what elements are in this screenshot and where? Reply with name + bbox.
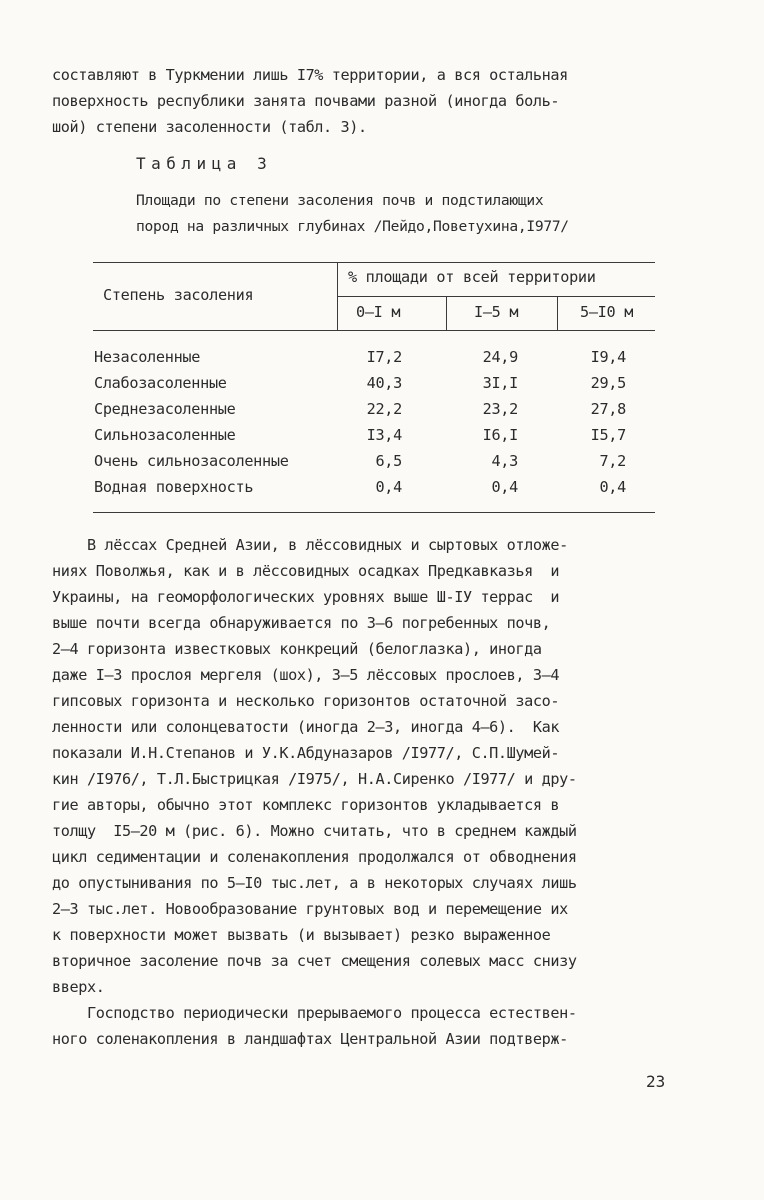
row-value: I3,4	[366, 426, 402, 444]
intro-line: составляют в Туркмении лишь I7% территории, а вся остальная	[52, 66, 568, 84]
body-line: 2–4 горизонта известковых конкреций (белоглазка), иногда	[52, 640, 542, 658]
body-line: выше почти всегда обнаруживается по 3–6 погребенных почв,	[52, 614, 551, 632]
body-line: В лёссах Средней Азии, в лёссовидных и сыртовых отложе-	[52, 536, 568, 554]
row-value: 3I,I	[482, 374, 518, 392]
row-name: Водная поверхность	[94, 478, 254, 496]
row-value: 4,3	[491, 452, 518, 470]
table-divider	[337, 262, 338, 330]
body-line: толщу I5–20 м (рис. 6). Можно считать, что в среднем каждый	[52, 822, 577, 840]
body-line: кин /I976/, Т.Л.Быстрицкая /I975/, Н.А.Сиренко /I977/ и дру-	[52, 770, 577, 788]
row-value: I5,7	[590, 426, 626, 444]
body-line: гипсовых горизонта и несколько горизонтов остаточной засо-	[52, 692, 560, 710]
body-line: вверх.	[52, 978, 105, 996]
body-line: цикл седиментации и соленакопления продолжался от обводнения	[52, 848, 577, 866]
row-value: I9,4	[590, 348, 626, 366]
table-header-degree: Степень засоления	[103, 286, 254, 304]
body-line: гие авторы, обычно этот комплекс горизонтов укладывается в	[52, 796, 560, 814]
row-value: 40,3	[366, 374, 402, 392]
body-line: даже I–3 прослоя мергеля (шох), 3–5 лёссовых прослоев, 3–4	[52, 666, 560, 684]
table-header-col: 5–I0 м	[580, 303, 634, 321]
table-top-rule	[93, 262, 655, 263]
body-line: ниях Поволжья, как и в лёссовидных осадках Предкавказья и	[52, 562, 560, 580]
intro-line: шой) степени засоленности (табл. 3).	[52, 118, 367, 136]
table-header-col: I–5 м	[474, 303, 519, 321]
row-value: 7,2	[599, 452, 626, 470]
row-value: 0,4	[375, 478, 402, 496]
row-value: 6,5	[375, 452, 402, 470]
body-line: к поверхности может вызвать (и вызывает) резко выраженное	[52, 926, 551, 944]
body-line: до опустынивания по 5–I0 тыс.лет, а в некоторых случаях лишь	[52, 874, 577, 892]
row-value: I7,2	[366, 348, 402, 366]
row-name: Сильнозасоленные	[94, 426, 236, 444]
row-value: 23,2	[482, 400, 518, 418]
table-caption-line: пород на различных глубинах /Пейдо,Поветухина,I977/	[136, 218, 569, 235]
body-line: ленности или солонцеватости (иногда 2–3, иногда 4–6). Как	[52, 718, 560, 736]
body-line: показали И.Н.Степанов и У.К.Абдуназаров /I977/, С.П.Шумей-	[52, 744, 560, 762]
intro-line: поверхность республики занята почвами разной (иногда боль-	[52, 92, 560, 110]
body-line: вторичное засоление почв за счет смещения солевых масс снизу	[52, 952, 577, 970]
body-line: Украины, на геоморфологических уровнях выше Ш-IУ террас и	[52, 588, 560, 606]
row-value: 22,2	[366, 400, 402, 418]
table-divider	[446, 296, 447, 330]
body-line: Господство периодически прерываемого процесса естествен-	[52, 1004, 577, 1022]
row-value: I6,I	[482, 426, 518, 444]
table-bottom-rule	[93, 512, 655, 513]
body-line: 2–3 тыс.лет. Новообразование грунтовых вод и перемещение их	[52, 900, 568, 918]
row-value: 29,5	[590, 374, 626, 392]
table-label: Таблица 3	[136, 154, 273, 173]
row-value: 0,4	[491, 478, 518, 496]
table-header-group: % площади от всей территории	[348, 268, 596, 286]
table-caption-line: Площади по степени засоления почв и подстилающих	[136, 192, 544, 209]
row-value: 0,4	[599, 478, 626, 496]
table-header-rule	[93, 330, 655, 331]
row-name: Очень сильнозасоленные	[94, 452, 289, 470]
row-name: Незасоленные	[94, 348, 201, 366]
table-group-rule	[337, 296, 655, 297]
row-name: Среднезасоленные	[94, 400, 236, 418]
page-number: 23	[646, 1072, 666, 1091]
table-header-col: 0–I м	[356, 303, 401, 321]
table-divider	[557, 296, 558, 330]
row-value: 27,8	[590, 400, 626, 418]
row-value: 24,9	[482, 348, 518, 366]
body-line: ного соленакопления в ландшафтах Центральной Азии подтверж-	[52, 1030, 568, 1048]
row-name: Слабозасоленные	[94, 374, 227, 392]
